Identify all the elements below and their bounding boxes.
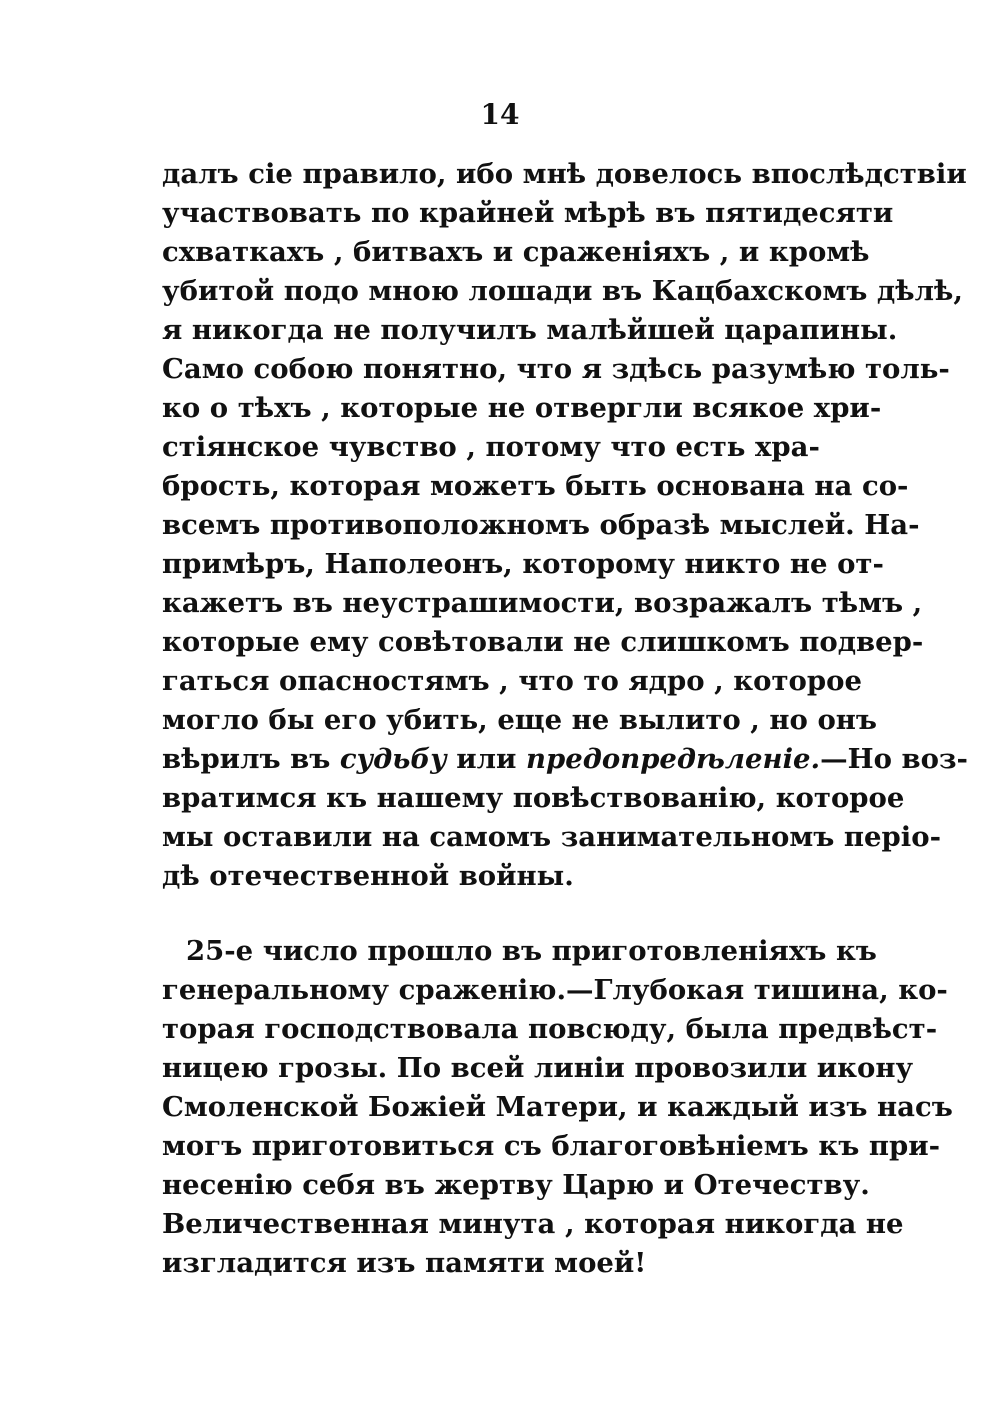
text-line: Само собою понятно, что я здѣсь разумѣю толь- (162, 353, 950, 385)
text-line: участвовать по крайней мѣрѣ въ пятидесяти (162, 197, 894, 229)
text-line-with-italics (162, 740, 968, 779)
text-line: Величественная минута , которая никогда не (162, 1208, 904, 1240)
page-number: 14 (480, 98, 520, 131)
text-line: могло бы его убить, еще не вылито , но онъ (162, 704, 878, 736)
text-span: вѣрилъ въ (162, 743, 340, 775)
text-line: далъ сіе правило, ибо мнѣ довелось впослѣдствіи (162, 158, 967, 190)
text-line: Смоленской Божіей Матери, и каждый изъ насъ (162, 1091, 953, 1123)
text-line: схваткахъ , битвахъ и сраженіяхъ , и кромѣ (162, 236, 870, 268)
text-line: торая господствовала повсюду, была предвѣст- (162, 1013, 938, 1045)
text-line: мы оставили на самомъ занимательномъ періо- (162, 821, 941, 853)
text-line: 25-е число прошло въ приготовленіяхъ къ (186, 935, 877, 967)
text-line: ко о тѣхъ , которые не отвергли всякое хри- (162, 392, 882, 424)
text-line: генеральному сраженію.—Глубокая тишина, ко- (162, 974, 948, 1006)
text-line: гаться опасностямъ , что то ядро , которое (162, 665, 862, 697)
text-line: дѣ отечественной войны. (162, 860, 574, 892)
text-line: несенію себя въ жертву Царю и Отечеству. (162, 1169, 870, 1201)
text-span: или (446, 743, 527, 775)
text-line: вратимся къ нашему повѣствованію, которое (162, 782, 905, 814)
text-line: ницею грозы. По всей линіи провозили икону (162, 1052, 914, 1084)
text-line: примѣръ, Наполеонъ, которому никто не от- (162, 548, 884, 580)
text-line: могъ приготовиться съ благоговѣніемъ къ при- (162, 1130, 941, 1162)
text-line: брость, которая можетъ быть основана на со- (162, 470, 909, 502)
text-line: убитой подо мною лошади въ Кацбахскомъ дѣлѣ, (162, 275, 963, 307)
text-line: я никогда не получилъ малѣйшей царапины. (162, 314, 898, 346)
italic-term: предопредѣленіе. (526, 743, 821, 775)
text-span: —Но воз- (820, 743, 968, 775)
text-line: стіянское чувство , потому что есть хра- (162, 431, 820, 463)
italic-term: судьбу (339, 743, 447, 775)
text-line: которые ему совѣтовали не слишкомъ подвер- (162, 626, 924, 658)
text-line: изгладится изъ памяти моей! (162, 1247, 647, 1279)
text-line: кажетъ въ неустрашимости, возражалъ тѣмъ , (162, 587, 923, 619)
text-line: всемъ противоположномъ образѣ мыслей. На- (162, 509, 920, 541)
